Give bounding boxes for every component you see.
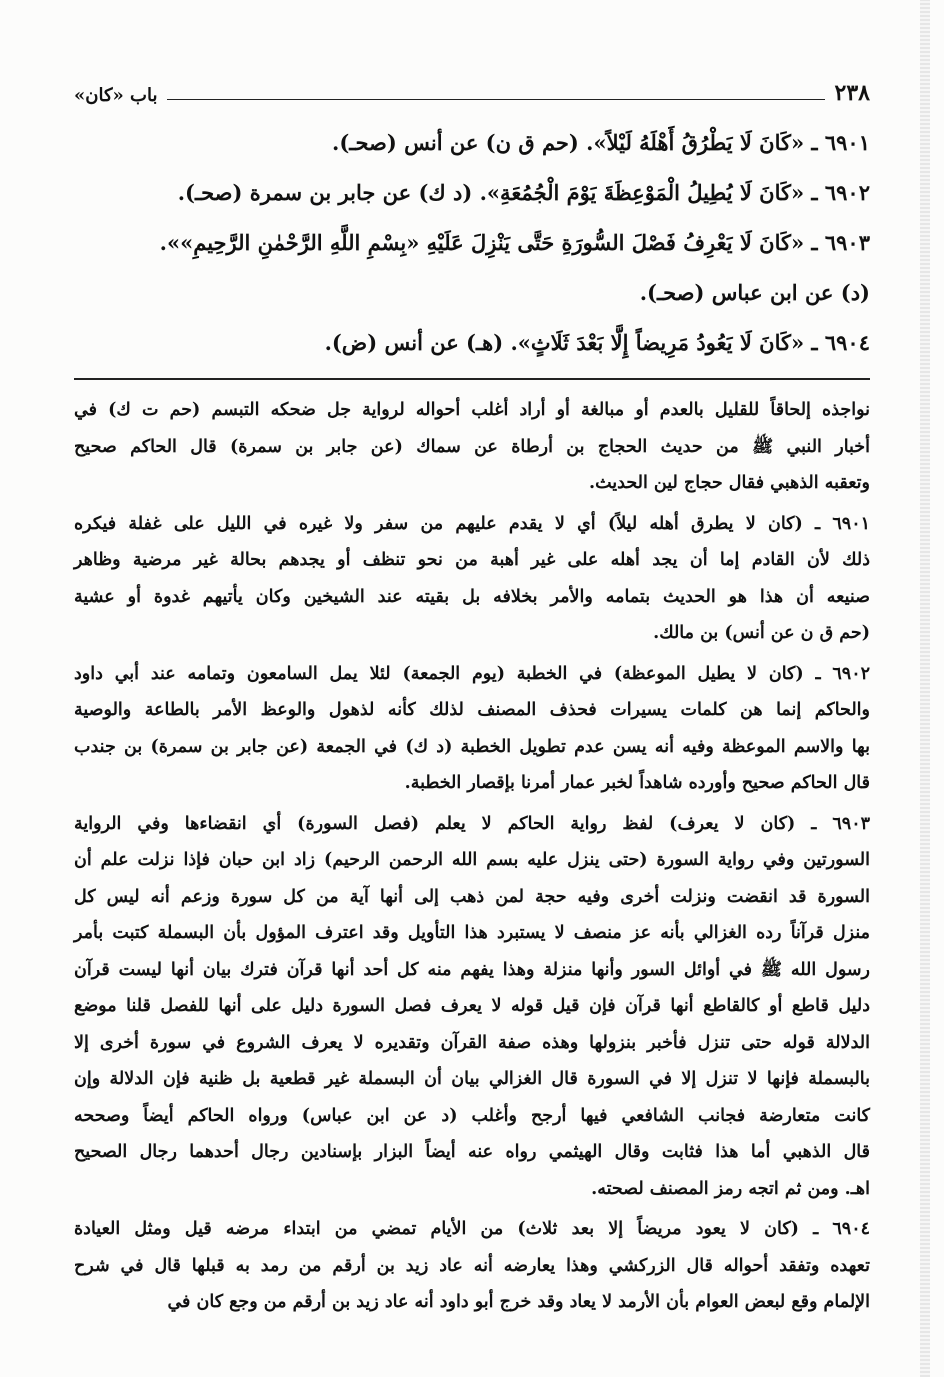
commentary-line: اهـ. ومن ثم اتجه رمز المصنف لصحته. bbox=[591, 1178, 870, 1199]
commentary-line: صنيعه أن هذا هو الحديث بتمامه والأمر بخلافه بل بقيته عند الشيخين وكان يأتيهم غدوة أو عشية bbox=[74, 586, 870, 607]
commentary-line: السورتين وفي رواية السورة (حتى ينزل عليه بسم الله الرحمن الرحيم) زاد ابن حبان فإذا نزلت علم أن bbox=[74, 850, 870, 870]
commentary-paragraph bbox=[74, 392, 870, 502]
commentary-line: نواجذه إلحاقاً للقليل بالعدم أو مبالغة أو أراد أغلب أحواله لرواية جل ضحكه التبسم (حم ت ك) في bbox=[74, 400, 870, 420]
hadith-list bbox=[74, 118, 870, 368]
book-page bbox=[74, 72, 870, 1325]
commentary-line: قال الذهبي أما هذا فثابت وقال الهيثمي رواه عنه أيضاً البزار بإسنادين رجال أحدهما رجال الصحيح bbox=[74, 1142, 870, 1162]
commentary-line: رسول الله ﷺ في أوائل السور وأنها منزلة وهذا يفهم منه كل أحد أنها قرآن فترك بيان أنها ليست قرآن bbox=[74, 959, 870, 980]
commentary-line: (حم ق ن عن أنس) بن مالك. bbox=[653, 623, 870, 643]
commentary-line: أخبار النبي ﷺ من حديث الحجاج بن أرطاة عن سماك (عن جابر بن سمرة) قال الحاكم صحيح bbox=[74, 436, 870, 457]
hadith-line: ٦٩٠٣ ـ «كَانَ لَا يَعْرِفُ فَصْلَ السُّورَةِ حَتَّى يَنْزِلَ عَلَيْهِ «بِسْمِ اللَّهِ الرَّحْمٰنِ الرَّحِيمِ»». bbox=[159, 230, 870, 255]
scan-edge bbox=[920, 0, 930, 1377]
commentary-line: بها والاسم الموعظة وفيه أنه يسن عدم تطويل الخطبة (د ك) في الجمعة (عن جابر بن سمرة) بن جندب bbox=[74, 736, 870, 757]
commentary-paragraph bbox=[74, 806, 870, 1208]
commentary-line: الإلمام وقع لبعض العوام بأن الأرمد لا يعاد وقد خرج أبو داود أنه عاد زيد بن أرقم من وجع كان في bbox=[167, 1292, 870, 1312]
commentary-line: بالبسملة فإنها لا تنزل إلا في السورة قال الغزالي بيان أن البسملة غير قطعية بل ظنية فإن الدلالة وإن bbox=[74, 1069, 870, 1089]
commentary-line: وتعقبه الذهبي فقال حجاج لين الحديث. bbox=[589, 473, 870, 493]
commentary-line: الدلالة قوله حتى تنزل فأخبر بنزولها وهذه صفة القرآن وتقديره لا يعرف الشروع في سورة أخرى إلا bbox=[74, 1032, 870, 1053]
commentary bbox=[74, 392, 870, 1321]
commentary-paragraph bbox=[74, 506, 870, 652]
hadith-line: ٦٩٠٤ ـ «كَانَ لَا يَعُودُ مَرِيضاً إِلَّا بَعْدَ ثَلَاثٍ». (هـ) عن أنس (ض). bbox=[324, 330, 870, 355]
commentary-line: ٦٩٠٣ ـ (كان لا يعرف) لفظ رواية الحاكم لا يعلم (فصل السورة) أي انقضاءها وفي الرواية bbox=[74, 813, 870, 834]
commentary-line: دليل قاطع أو كالقاطع أنها قرآن فإن قيل قوله لا يعرف فصل السورة دليل على أنها للفصل قلنا موضع bbox=[74, 996, 870, 1016]
footnote-separator bbox=[74, 378, 870, 380]
commentary-line: ذلك لأن القادم إما أن يجد أهله على غير أهبة من نحو تنظف أو يجدهم بحالة غير مرضية وظاهر bbox=[74, 550, 870, 570]
commentary-line: ٦٩٠١ ـ (كان لا يطرق أهله ليلاً) أي لا يقدم عليهم من سفر ولا غيره في الليل على غفلة فيكره bbox=[74, 513, 870, 534]
commentary-line: ٦٩٠٢ ـ (كان لا يطيل الموعظة) في الخطبة (يوم الجمعة) لئلا يمل السامعون وتمامه عند أبي داود bbox=[74, 663, 870, 684]
chapter-title: باب «كان» bbox=[74, 85, 158, 106]
commentary-line: قال الحاكم صحيح وأورده شاهداً لخبر عمار أمرنا بإقصار الخطبة. bbox=[404, 773, 870, 793]
hadith-line: ٦٩٠٢ ـ «كَانَ لَا يُطِيلُ الْمَوْعِظَةَ يَوْمَ الْجُمُعَةِ». (د ك) عن جابر بن سمرة (صحـ). bbox=[177, 180, 870, 205]
commentary-line: كانت متعارضة فجانب الشافعي فيها أرجح وأغلب (د عن ابن عباس) ورواه الحاكم أيضاً وصححه bbox=[74, 1105, 870, 1126]
commentary-line: والحاكم إنما هن كلمات يسيرات فحذف المصنف لذلك كأنه لذهول والوعظ الأمر بالطاعة والوصية bbox=[74, 700, 870, 720]
commentary-line: السورة قد انقضت ونزلت أخرى وفيه حجة لمن ذهب إلى أنها آية من كل سورة وزعم أنه ليس كل bbox=[74, 886, 870, 907]
hadith-line: ٦٩٠١ ـ «كَانَ لَا يَطْرُقُ أَهْلَهُ لَيْلاً». (حم ق ن) عن أنس (صحـ). bbox=[332, 130, 870, 155]
commentary-line: منزل قرآناً رده الغزالي بأنه عز منصف لا يستبرد هذا التأويل وقد اعترف المؤول بأن البسملة كتبت بأمر bbox=[74, 923, 870, 943]
commentary-paragraph bbox=[74, 656, 870, 802]
commentary-paragraph bbox=[74, 1211, 870, 1321]
running-header bbox=[74, 72, 870, 106]
commentary-line: ٦٩٠٤ ـ (كان لا يعود مريضاً إلا بعد ثلاث) من الأيام تمضي من ابتداء مرضه قيل ومثل العيادة bbox=[74, 1219, 870, 1239]
page-number: ٢٣٨ bbox=[834, 80, 870, 106]
header-rule bbox=[167, 99, 824, 100]
hadith-line: (د) عن ابن عباس (صحـ). bbox=[639, 280, 870, 305]
commentary-line: تعهده وتفقد أحواله قال الزركشي وهذا يعارضه أنه عاد زيد بن أرقم من رمد به قبلها قال في شرح bbox=[74, 1255, 870, 1276]
